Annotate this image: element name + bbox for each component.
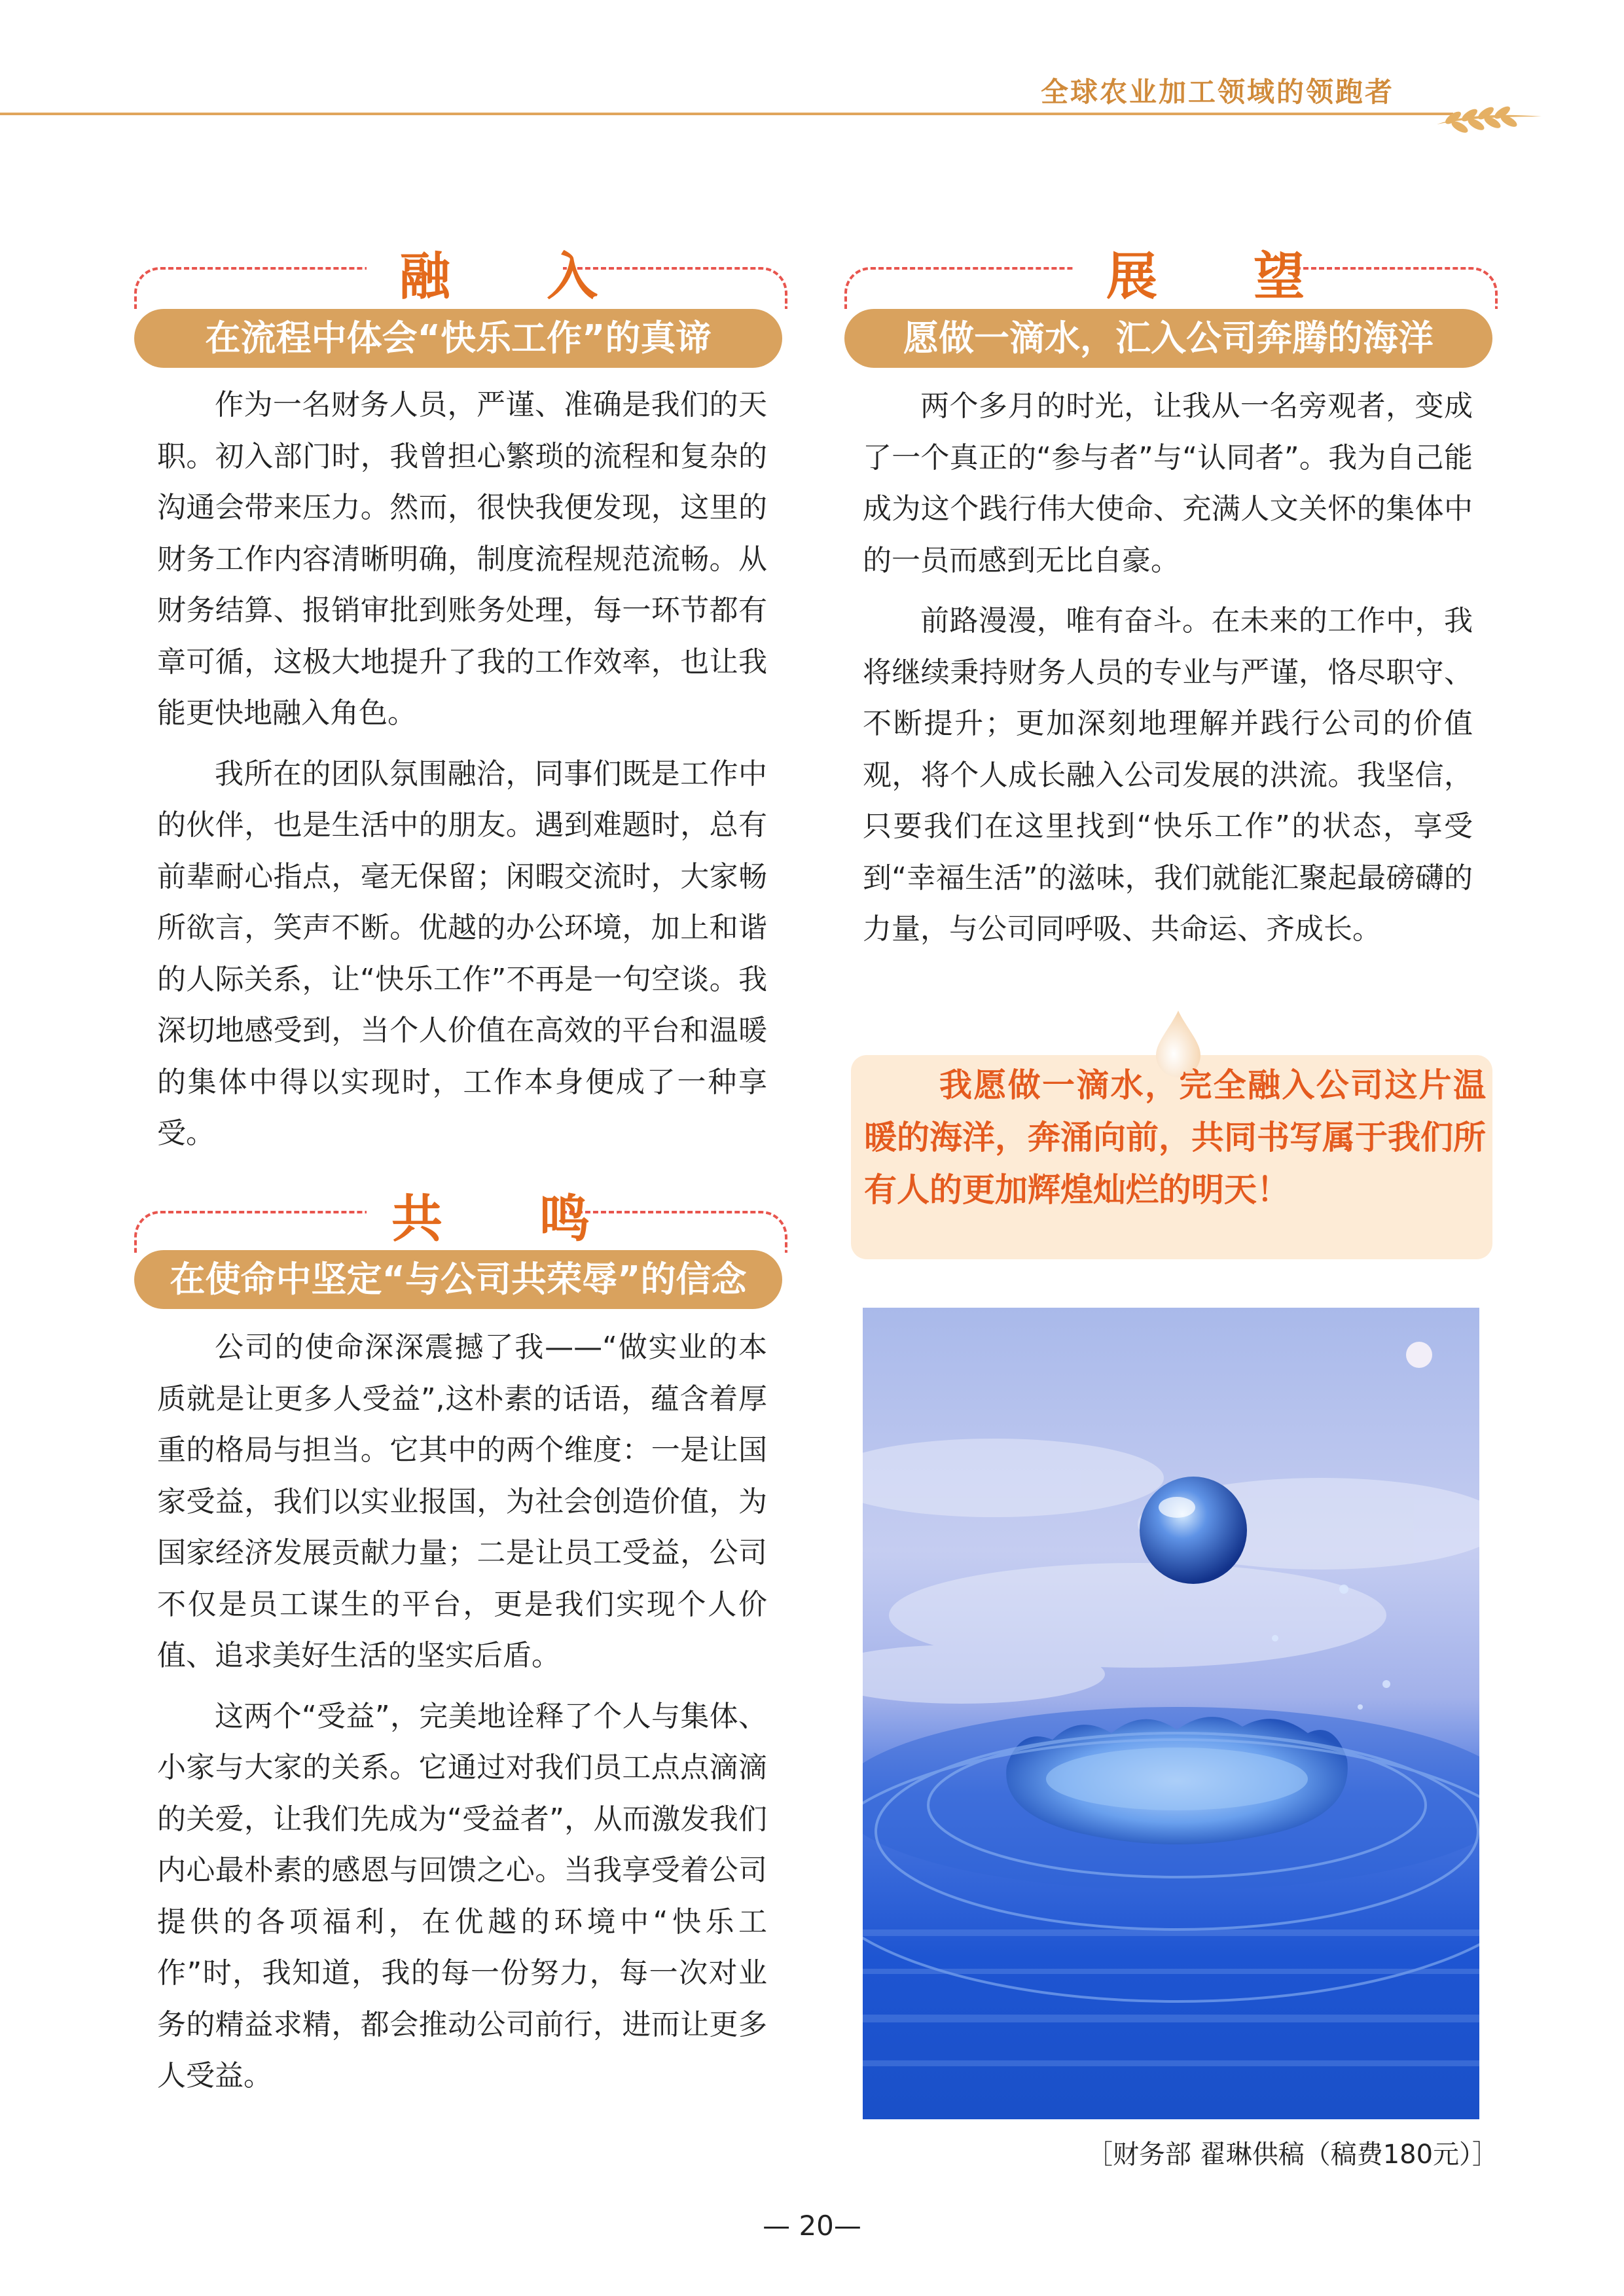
paragraph: 这两个“受益”，完美地诠释了个人与集体、小家与大家的关系。它通过对我们员工点点滴滴的关爱，让我们先成为“受益者”，从而激发我们内心最朴素的感恩与回馈之心。当我享受着公司提供的各项福利，在优越的环境中“快乐工作”时，我知道，我的每一份努力，每一次对业务的精益求精，都会推动公司前行，进而让更多人受益。 bbox=[157, 1699, 767, 2092]
section-body-zhanwang bbox=[863, 381, 1473, 956]
quote-text: 我愿做一滴水，完全融入公司这片温暖的海洋，奔涌向前，共同书写属于我们所有人的更加辉煌灿烂的明天！ bbox=[864, 1066, 1486, 1209]
section-subtitle-gongming: 在使命中坚定“与公司共荣辱”的信念 bbox=[134, 1250, 782, 1309]
paragraph: 我所在的团队氛围融洽，同事们既是工作中的伙伴，也是生活中的朋友。遇到难题时，总有前辈耐心指点，毫无保留；闲暇交流时，大家畅所欲言，笑声不断。优越的办公环境，加上和谐的人际关系，让“快乐工作”不再是一句空谈。我深切地感受到，当个人价值在高效的平台和温暖的集体中得以实现时，工作本身便成了一种享受。 bbox=[157, 757, 767, 1150]
page-number: — 20— bbox=[763, 2210, 861, 2242]
section-title-zhanwang: 展 望 bbox=[1106, 247, 1344, 306]
section-title-rongru: 融 入 bbox=[399, 247, 638, 306]
running-header-title: 全球农业加工领域的领跑者 bbox=[1041, 76, 1395, 108]
section-title-gongming: 共 鸣 bbox=[391, 1190, 630, 1249]
paragraph: 两个多月的时光，让我从一名旁观者，变成了一个真正的“参与者”与“认同者”。我为自己能成为这个践行伟大使命、充满人文关怀的集体中的一员而感到无比自豪。 bbox=[863, 389, 1473, 577]
wheat-icon bbox=[1434, 98, 1545, 137]
header-rule bbox=[0, 113, 1453, 115]
section-body-gongming bbox=[157, 1322, 767, 2102]
author-byline: ［财务部 翟琳供稿（稿费180元）］ bbox=[1087, 2140, 1499, 2170]
paragraph: 作为一名财务人员，严谨、准确是我们的天职。初入部门时，我曾担心繁琐的流程和复杂的沟通会带来压力。然而，很快我便发现，这里的财务工作内容清晰明确，制度流程规范流畅。从财务结算、报销审批到账务处理，每一环节都有章可循，这极大地提升了我的工作效率，也让我能更快地融入角色。 bbox=[157, 388, 767, 730]
section-subtitle-rongru: 在流程中体会“快乐工作”的真谛 bbox=[134, 309, 782, 368]
paragraph: 公司的使命深深震撼了我——“做实业的本质就是让更多人受益”,这朴素的话语，蕴含着厚重的格局与担当。它其中的两个维度：一是让国家受益，我们以实业报国，为社会创造价值，为国家经济发展贡献力量；二是让员工受益，公司不仅是员工谋生的平台，更是我们实现个人价值、追求美好生活的坚实后盾。 bbox=[157, 1331, 767, 1672]
section-body-rongru bbox=[157, 380, 767, 1160]
paragraph: 前路漫漫，唯有奋斗。在未来的工作中，我将继续秉持财务人员的专业与严谨，恪尽职守、不断提升；更加深刻地理解并践行公司的价值观，将个人成长融入公司发展的洪流。我坚信，只要我们在这里找到“快乐工作”的状态，享受到“幸福生活”的滋味，我们就能汇聚起最磅礴的力量，与公司同呼吸、共命运、齐成长。 bbox=[863, 604, 1473, 946]
section-subtitle-zhanwang: 愿做一滴水，汇入公司奔腾的海洋 bbox=[844, 309, 1492, 368]
water-drop-photo bbox=[863, 1308, 1479, 2119]
